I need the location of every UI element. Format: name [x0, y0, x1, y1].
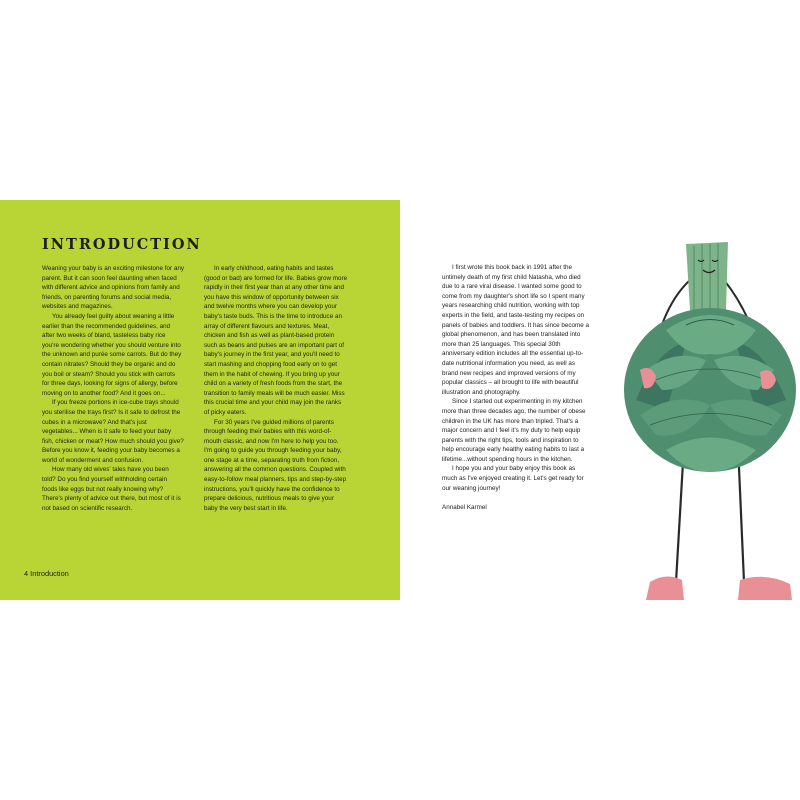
- artichoke-character-icon: [606, 230, 800, 600]
- paragraph: If you freeze portions in ice-cube trays should you sterilise the trays first? Is it safe to defrost the cubes in a microwave? And that's just vegetables... When is it safe to feed your baby fish, chicken or meat? How much should you give? Before you know it, feeding your baby becomes a world of wonderment and confusion.: [42, 399, 184, 464]
- author-signature: Annabel Karmel: [442, 504, 487, 512]
- paragraph: In early childhood, eating habits and tastes (good or bad) are formed for life. Babies grow more rapidly in their first year than at any other time and you have this window of opportunity between six and twelve months where you can develop your baby's taste buds. This is the time to introduce an array of different flavours and textures. Meat, chicken and fish as well as plant-based protein such as beans and pulses are an important part of baby's journey in the first year, and you'll need to start mashing and chopping food early on to get them in the habit of chewing. If you bring up your child on a variety of fresh foods from the start, the transition to family meals will be much easier. Miss this crucial time and your child may join the ranks of picky eaters.: [204, 265, 348, 416]
- paragraph: Weaning your baby is an exciting milestone for any parent. But it can soon feel daunting when faced with different advice and opinions from family and friends, on parenting forums and social media, websites and magazines.: [42, 265, 184, 311]
- paragraph: Since I started out experimenting in my kitchen more than three decades ago, the number of obese children in the UK has more than tripled. That's a major concern and I feel it's my duty to help equip parents with the right tips, tools and inspiration to help encourage early healthy eating habits to last a lifetime...without spending hours in the kitchen.: [442, 398, 586, 463]
- text-column-3: [442, 263, 590, 513]
- page-folio: 4 Introduction: [24, 569, 69, 578]
- right-page: [400, 200, 800, 600]
- left-page: [0, 200, 400, 600]
- book-spread: [0, 200, 800, 600]
- paragraph: I first wrote this book back in 1991 after the untimely death of my first child Natasha, who died due to a rare viral disease. I wanted some good to come from my daughter's short life so I spent many years researching child nutrition, working with top experts in the field, and taste-testing my recipes on panels of babies and toddlers. It has since become a global phenomenon, and has been translated into more than 25 languages. This special 30th anniversary edition includes all the essential up-to-date nutritional information you need, as well as brand new recipes and improved versions of my popular classics – all brought to life with beautiful illustration and photography.: [442, 264, 590, 396]
- paragraph: You already feel guilty about weaning a little earlier than the recommended guidelines, and after two weeks of bland, tasteless baby rice you're wondering whether you should venture into the unknown and purée some carrots. But do they contain nitrates? Should they be organic and do you boil or steam? Should you stick with carrots for three days, looking for signs of allergy, before moving on to another food? And it goes on...: [42, 312, 182, 397]
- paragraph: I hope you and your baby enjoy this book as much as I've enjoyed creating it. Let's get ready for our weaning journey!: [442, 465, 584, 492]
- text-column-1: [42, 264, 184, 513]
- paragraph: For 30 years I've guided millions of parents through feeding their babies with this word-of-mouth classic, and now I'm here to help you too. I'm going to guide you through feeding your baby, one stage at a time, separating truth from fiction, answering all the common questions. Coupled with easy-to-follow meal planners, tips and step-by-step instructions, you'll quickly have the confidence to prepare delicious, nutritious meals to give your baby the very best start in life.: [204, 418, 347, 512]
- text-column-2: [204, 264, 348, 513]
- page-heading: INTRODUCTION: [42, 236, 202, 253]
- paragraph: How many old wives' tales have you been told? Do you find yourself withholding certain foods like eggs but not really knowing why? There's plenty of advice out there, but most of it is not based on scientific research.: [42, 466, 181, 512]
